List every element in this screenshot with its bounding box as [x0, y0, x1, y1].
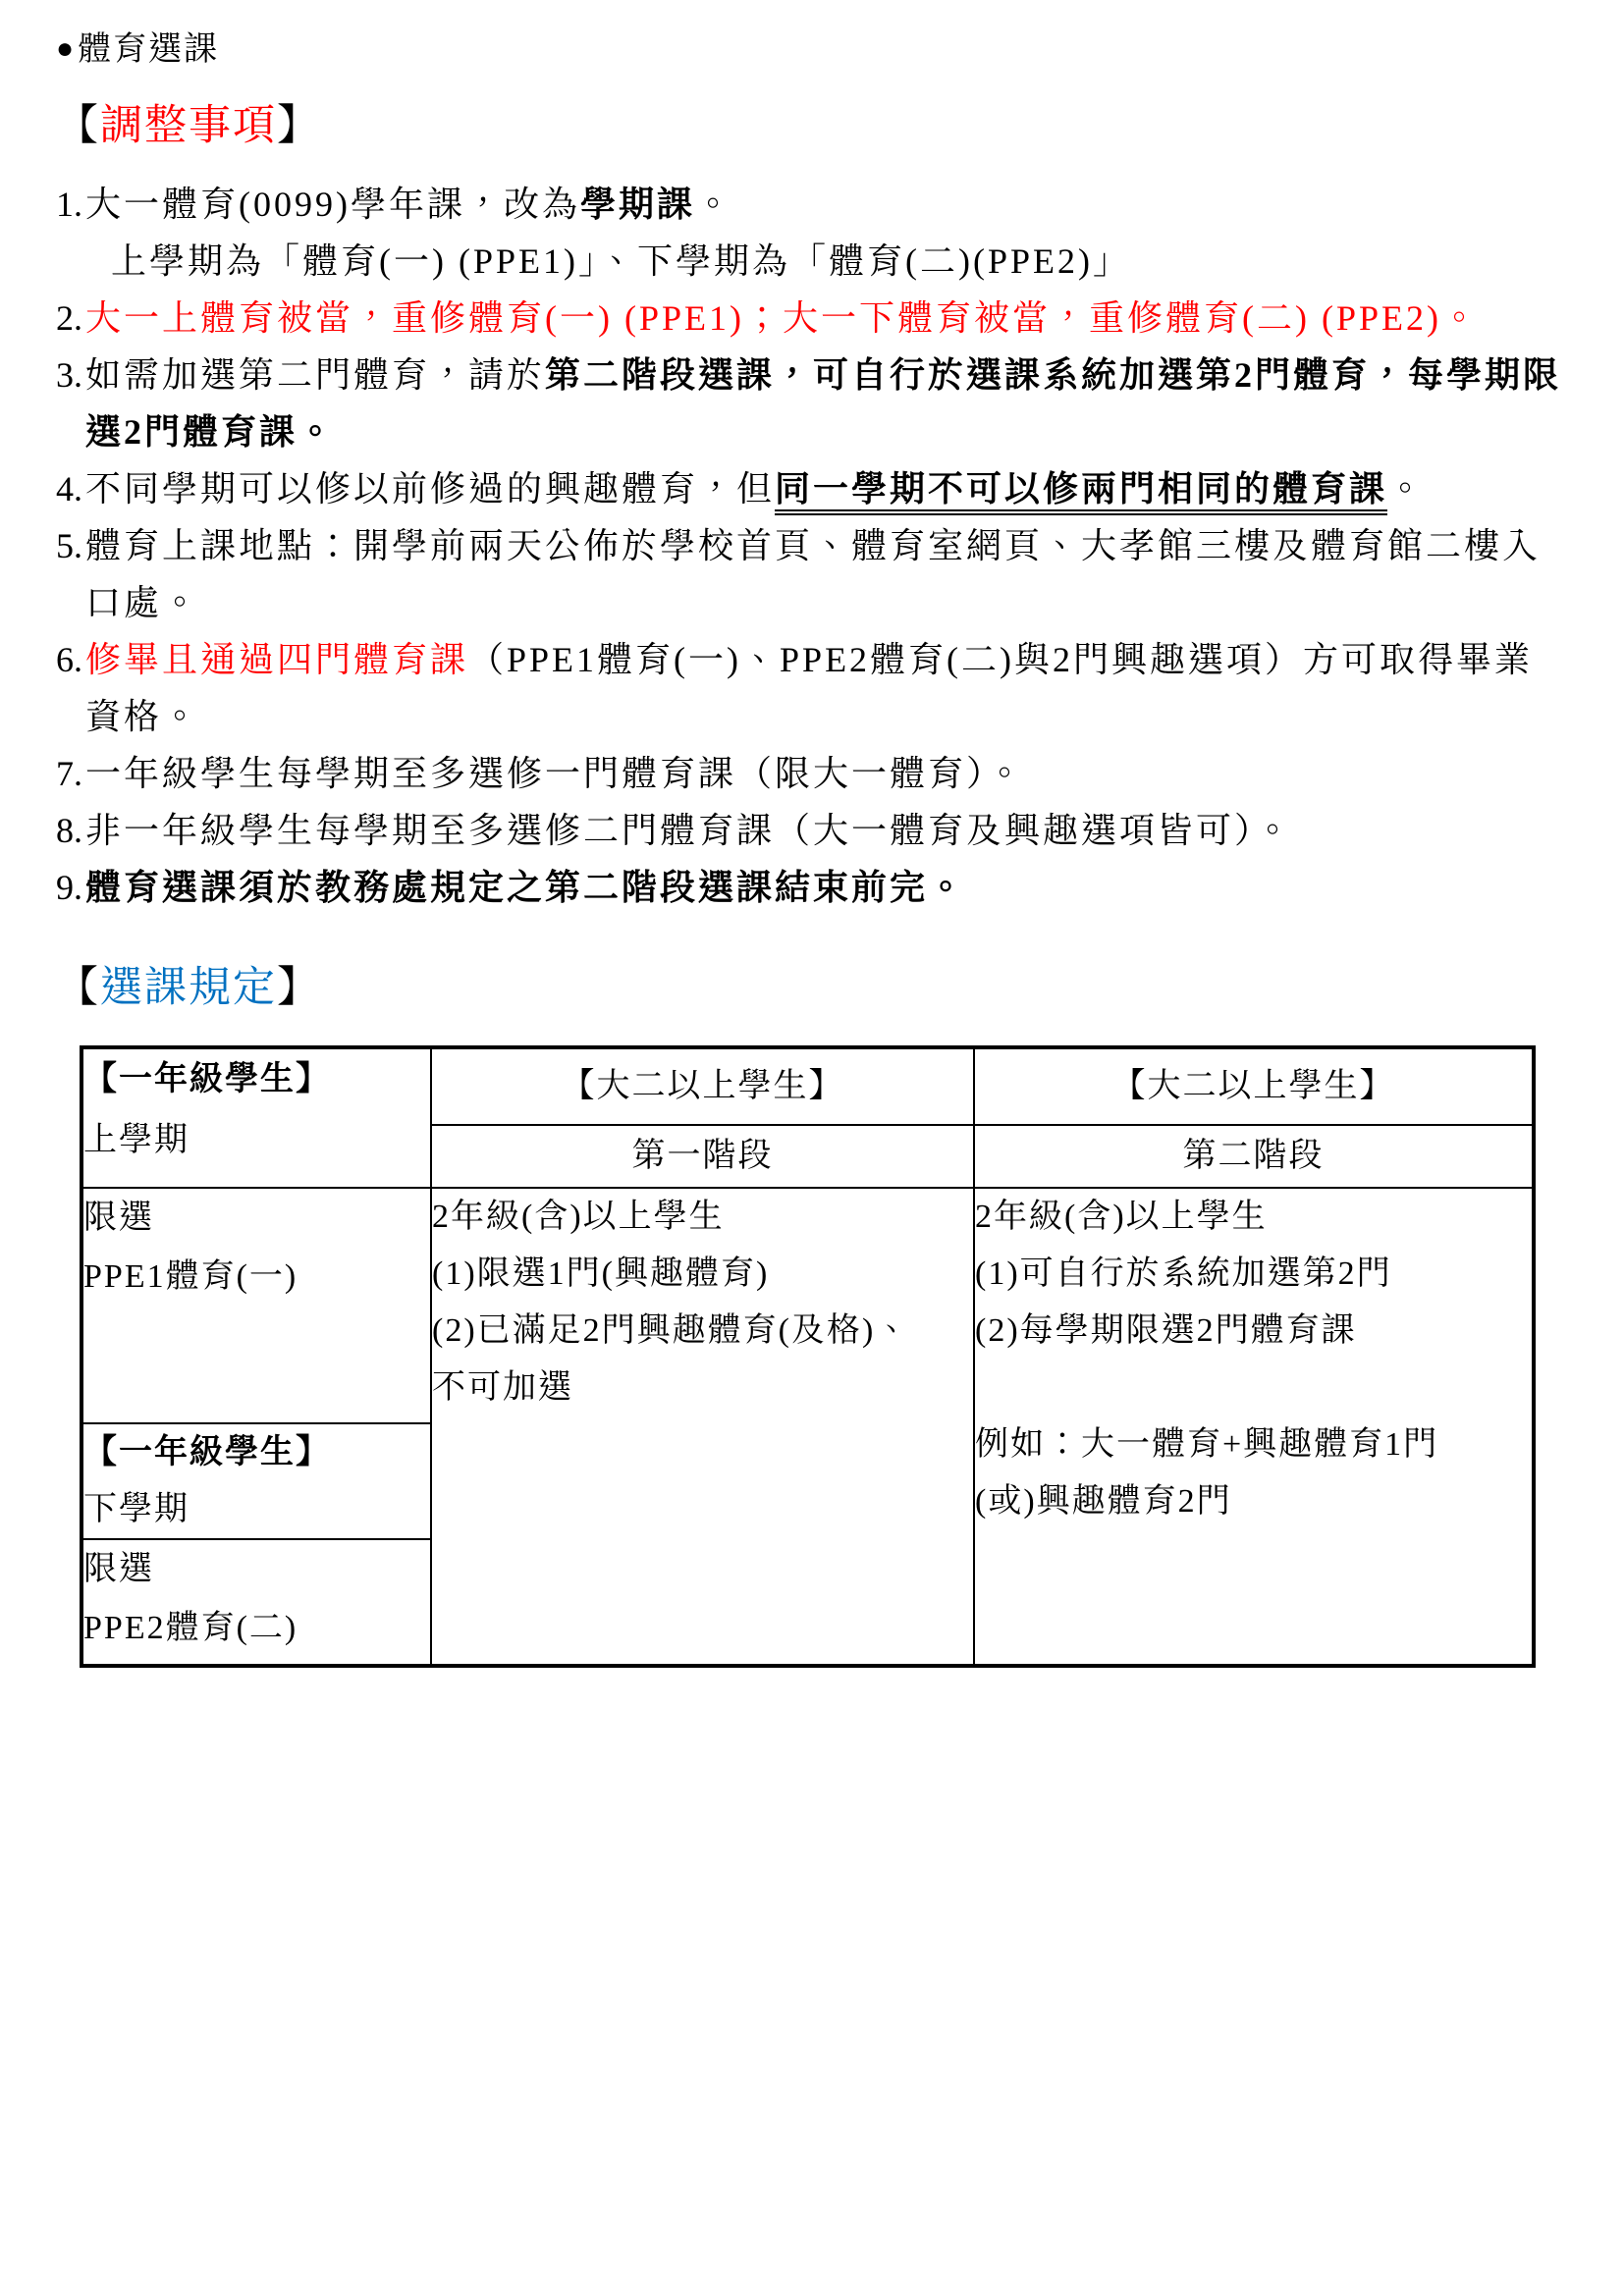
ppe2-label: PPE2體育(二) [83, 1610, 298, 1646]
table-text-line: (1)限選1門(興趣體育) [432, 1255, 770, 1292]
text-segment: 一年級學生每學期至多選修一門體育課（限大一體育）。 [85, 754, 1026, 793]
item-number: 8. [56, 811, 82, 850]
text-segment: 大一上體育被當，重修體育(一) (PPE1)；大一下體育被當，重修體育(二) (PPE2)。 [85, 298, 1480, 338]
freshman-second-sem-cell [81, 1539, 431, 1666]
text-segment: 不同學期可以修以前修過的興趣體育，但 [85, 469, 776, 508]
bracket-open: 【 [56, 103, 100, 149]
adjustment-item [56, 176, 1570, 290]
adjustments-heading [56, 99, 1570, 154]
bracket-open: 【 [56, 965, 100, 1011]
item-text [85, 517, 1570, 631]
limit-label: 限選 [83, 1551, 154, 1587]
text-segment: 修畢且通過四門體育課 [85, 640, 469, 679]
text-segment: 大一體育(0099)學年課，改為 [85, 185, 580, 224]
stage2-label-cell: 第二階段 [974, 1125, 1534, 1188]
adjustment-list [56, 176, 1570, 916]
table-text-line: (或)興趣體育2門 [975, 1483, 1232, 1520]
freshman-mid-subtitle: 下學期 [83, 1491, 189, 1527]
stage1-body-cell [431, 1188, 974, 1666]
bullet-icon: ● [56, 32, 77, 65]
text-segment: 。 [1387, 469, 1427, 508]
table-body-row [81, 1188, 1534, 1423]
adjustment-item [56, 802, 1570, 859]
item-text [85, 802, 1570, 859]
table-header-row [81, 1047, 1534, 1125]
text-segment: 體育選課須於教務處規定之第二階段選課結束前完。 [85, 868, 967, 907]
adjustment-item [56, 290, 1570, 347]
stage2-header-cell: 【大二以上學生】 [974, 1047, 1534, 1125]
freshman-header-subtitle: 上學期 [83, 1122, 189, 1158]
rules-heading [56, 961, 1570, 1016]
item-text [85, 176, 1570, 290]
table-text-line: 2年級(含)以上學生 [432, 1199, 725, 1235]
text-segment: 學期課 [579, 185, 695, 224]
table-text-line [975, 1360, 1532, 1416]
table-text-line: (2)每學期限選2門體育課 [975, 1312, 1357, 1349]
text-segment: 第二階段選課，可自行於選課系統加選第2門體育，每學期限選2門體育課。 [85, 355, 1562, 452]
text-segment: 上學期為「體育(一) (PPE1)」、下學期為「體育(二)(PPE2)」 [111, 241, 1131, 281]
text-segment: 同一學期不可以修兩門相同的體育課 [775, 469, 1387, 515]
item-number: 7. [56, 754, 82, 793]
item-number: 3. [56, 355, 82, 395]
stage1-header-cell: 【大二以上學生】 [431, 1047, 974, 1125]
freshman-header-title: 【一年級學生】 [83, 1061, 331, 1097]
stage2-body-cell [974, 1188, 1534, 1666]
bracket-close: 】 [277, 103, 321, 149]
page-title-text: 體育選課 [78, 31, 220, 68]
ppe1-label: PPE1體育(一) [83, 1258, 298, 1295]
item-text [85, 347, 1570, 460]
table-text-line: 2年級(含)以上學生 [975, 1199, 1268, 1235]
page-title [56, 26, 1570, 74]
adjustment-item [56, 517, 1570, 631]
adjustments-heading-label: 調整事項 [100, 103, 277, 149]
limit-label: 限選 [83, 1200, 154, 1236]
adjustment-item [56, 631, 1570, 745]
item-number: 9. [56, 868, 82, 907]
freshman-mid-title: 【一年級學生】 [83, 1434, 331, 1470]
text-segment: 。 [695, 185, 734, 224]
item-number: 4. [56, 469, 82, 508]
table-text-line: 例如：大一體育+興趣體育1門 [975, 1426, 1439, 1463]
bracket-close: 】 [277, 965, 321, 1011]
table-text-line: 不可加選 [432, 1369, 573, 1406]
adjustment-item [56, 347, 1570, 460]
item-text [85, 745, 1570, 802]
freshman-first-sem-cell [81, 1188, 431, 1423]
text-segment: 體育上課地點：開學前兩天公佈於學校首頁、體育室網頁、大孝館三樓及體育館二樓入口處。 [85, 526, 1542, 622]
item-text [85, 859, 1570, 916]
freshman-header-cell [81, 1047, 431, 1188]
rules-table [80, 1045, 1536, 1668]
item-number: 5. [56, 526, 82, 565]
item-text [85, 460, 1570, 517]
adjustment-item [56, 859, 1570, 916]
stage1-label-cell: 第一階段 [431, 1125, 974, 1188]
table-text-line: (2)已滿足2門興趣體育(及格)、 [432, 1312, 911, 1349]
freshman-mid-cell [81, 1423, 431, 1539]
item-number: 1. [56, 185, 82, 224]
table-text-line: (1)可自行於系統加選第2門 [975, 1255, 1392, 1292]
item-number: 6. [56, 640, 82, 679]
text-segment: （PPE1體育(一)、PPE2體育(二)與2門興趣選項）方可取得畢業資格。 [85, 640, 1534, 736]
item-text [85, 290, 1570, 347]
text-segment: 非一年級學生每學期至多選修二門體育課（大一體育及興趣選項皆可）。 [85, 811, 1294, 850]
adjustment-item [56, 460, 1570, 517]
text-segment: 如需加選第二門體育，請於 [85, 355, 546, 395]
item-number: 2. [56, 298, 82, 338]
adjustment-item [56, 745, 1570, 802]
rules-heading-label: 選課規定 [100, 965, 277, 1011]
item-text [85, 631, 1570, 745]
